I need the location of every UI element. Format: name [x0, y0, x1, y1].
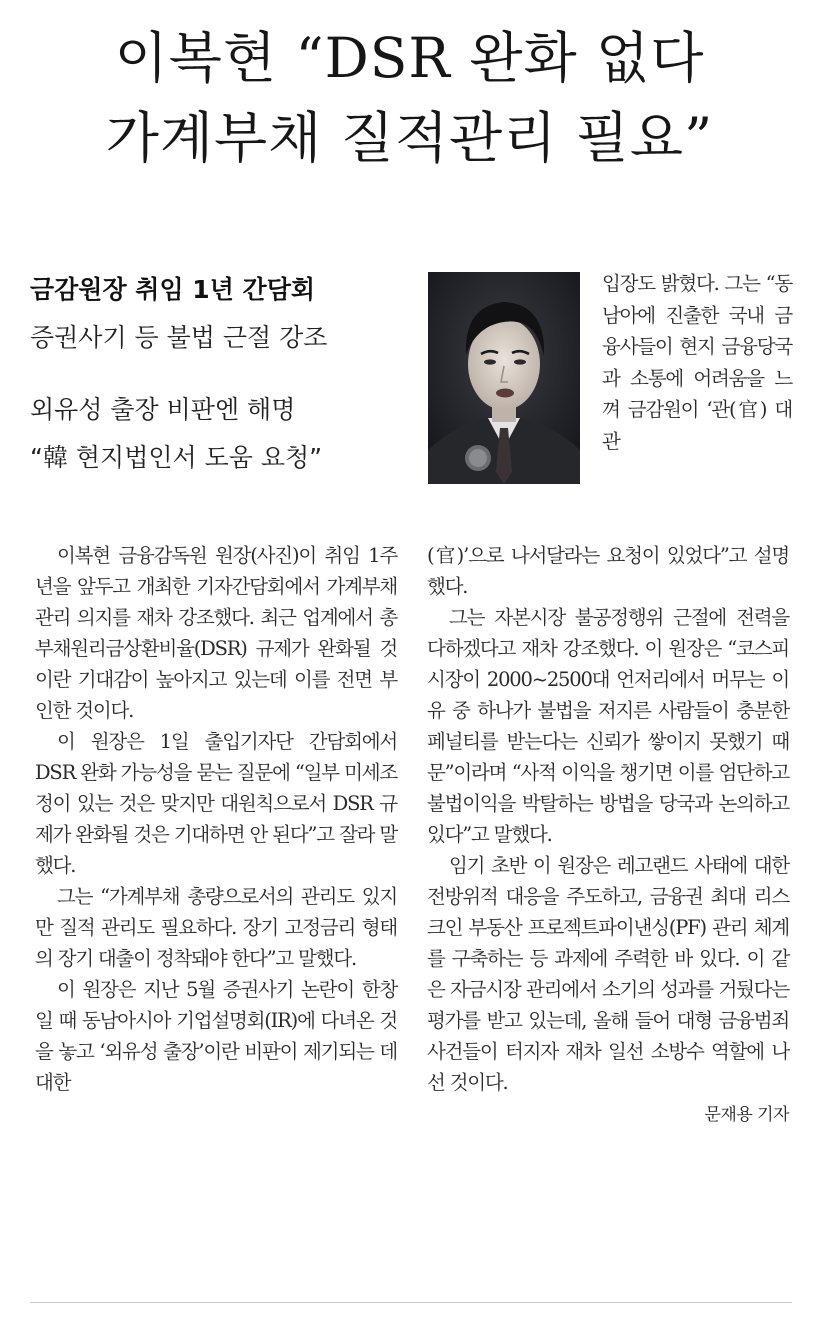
subheadline-3: 외유성 출장 비판엔 해명	[30, 395, 296, 424]
subheadline-1: 금감원장 취임 1년 간담회	[30, 275, 316, 304]
paragraph: 이 원장은 1일 출입기자단 간담회에서 DSR 완화 가능성을 묻는 질문에 “일부 미세조정이 있는 것은 맞지만 대원칙으로서 DSR 규제가 완화될 것은 기대하면 안 된다”고 잘라 말했다.	[35, 730, 397, 877]
paragraph: 그는 자본시장 불공정행위 근절에 전력을 다하겠다고 재차 강조했다. 이 원장은 “코스피 시장이 2000~2500대 언저리에서 머무는 이유 중 하나가 불법을 저지른 사람들이 충분한 페널티를 받는다는 신뢰가 쌓이지 못했기 때문”이라며 “사적 이익을 챙기면 이를 엄단하고 불법이익을 박탈하는 방법을 당국과 논의하고 있다”고 말했다.	[427, 606, 789, 846]
article-column-left	[35, 540, 397, 1098]
paragraph: 이 원장은 지난 5월 증권사기 논란이 한창일 때 동남아시아 기업설명회(IR)에 다녀온 것을 놓고 ‘외유성 출장’이란 비판이 제기되는 데 대한	[35, 978, 397, 1094]
headline-line-1: 이복현 “DSR 완화 없다	[114, 26, 705, 90]
byline: 문재용 기자	[704, 1105, 789, 1125]
subheadline-4: “韓 현지법인서 도움 요청”	[30, 443, 323, 472]
paragraph-continuation: (官)’으로 나서달라는 요청이 있었다”고 설명했다.	[427, 544, 789, 598]
article-column-right	[427, 540, 789, 1131]
subheadline-gap	[30, 362, 410, 386]
person-portrait-icon	[428, 272, 580, 484]
subheadline-2: 증권사기 등 불법 근절 강조	[30, 323, 328, 352]
headline-line-2: 가계부채 질적관리 필요”	[105, 106, 714, 170]
bottom-divider	[30, 1302, 792, 1303]
person-portrait-photo	[428, 272, 580, 484]
article-wrap-text: 입장도 밝혔다. 그는 “동남아에 진출한 국내 금융사들이 현지 금융당국과 소통에 어려움을 느껴 금감원이 ‘관(官) 대 관	[602, 272, 792, 453]
paragraph: 그는 “가계부채 총량으로서의 관리도 있지만 질적 관리도 필요하다. 장기 고정금리 형태의 장기 대출이 정착돼야 한다”고 말했다.	[35, 885, 397, 970]
subheadline-block	[30, 266, 410, 482]
paragraph: 이복현 금융감독원 원장(사진)이 취임 1주년을 앞두고 개최한 기자간담회에서 가계부채 관리 의지를 재차 강조했다. 최근 업계에서 총부채원리금상환비율(DSR) 규제가 완화될 것이란 기대감이 높아지고 있는데 이를 전면 부인한 것이다.	[35, 544, 397, 722]
headline	[0, 18, 819, 178]
paragraph: 임기 초반 이 원장은 레고랜드 사태에 대한 전방위적 대응을 주도하고, 금융권 최대 리스크인 부동산 프로젝트파이낸싱(PF) 관리 체계를 구축하는 등 과제에 주력한 바 있다. 이 같은 자금시장 관리에서 소기의 성과를 거뒀다는 평가를 받고 있는데, 올해 들어 대형 금융범죄 사건들이 터지자 재차 일선 소방수 역할에 나선 것이다.	[427, 854, 789, 1094]
